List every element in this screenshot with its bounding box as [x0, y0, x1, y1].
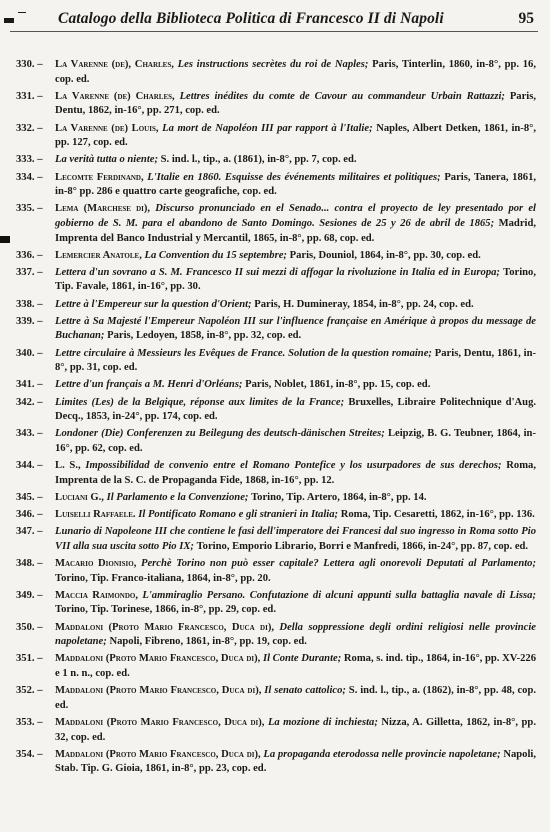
entry-publication: Leipzig, B. G. Teubner, 1864, in-16°, pp. 62, cop. ed.	[55, 428, 536, 454]
entry-title: Lettera d'un sovrano a S. M. Francesco II sui mezzi di affogar la rivoluzione in Italia ed in Europa;	[55, 266, 500, 278]
entry-author: Maddaloni (Proto Mario Francesco, Duca di),	[55, 717, 265, 728]
entry-title: Il Pontificato Romano e gli stranieri in Italia;	[138, 509, 339, 521]
entry-title: Impossibilidad de convenio entre el Romano Pontefice y los usurpadores de sus derechos;	[85, 460, 502, 472]
entry-author: La Varenne (de) Louis,	[55, 122, 159, 134]
entry-number: 354. –	[16, 748, 43, 760]
entry-publication: Paris, Tanera, 1861, in-8° pp. 286 e quattro carte geografiche, cop. ed.	[55, 171, 537, 198]
entry-author: Luiselli Raffaele.	[55, 509, 136, 521]
entry-number: 353. –	[16, 717, 43, 728]
entry-publication: Naples, Albert Detken, 1861, in-8°, pp. 127, cop. ed.	[55, 122, 537, 149]
entry-publication: Torino, Emporio Librario, Borri e Manfredi, 1866, in-24°, pp. 87, cop. ed.	[196, 540, 529, 552]
corner-rule	[18, 12, 26, 13]
entry-number: 343. –	[16, 428, 43, 440]
entry-title: La verità tutta o niente;	[55, 154, 158, 166]
entry-author: L. S.,	[55, 460, 81, 472]
entry-number: 348. –	[16, 558, 43, 570]
page-header	[0, 6, 550, 36]
entry-title: L'ammiraglio Persano. Confutazione di alcuni appunti sulla battaglia navale di Lissa;	[142, 589, 536, 601]
catalogue-entry	[16, 298, 536, 313]
entry-title: Londoner (Die) Conferenzen zu Beilegung des deutsch-dänischen Streites;	[55, 428, 385, 440]
catalogue-entry	[16, 249, 536, 264]
catalogue-entries	[16, 58, 536, 780]
entry-publication: Paris, Dentu, 1862, in-16°, pp. 271, cop. ed.	[55, 90, 536, 117]
entry-author: Lema (Marchese di),	[55, 203, 151, 215]
entry-number: 350. –	[16, 621, 43, 633]
corner-mark	[4, 18, 14, 23]
entry-author: La Varenne (de) Charles,	[55, 90, 175, 102]
entry-number: 351. –	[16, 653, 43, 665]
catalogue-entry	[16, 525, 536, 554]
entry-number: 332. –	[16, 122, 43, 134]
entry-publication: S. ind. l., tip., a. (1862), in-8°, pp. 48, cop. ed.	[55, 685, 537, 711]
catalogue-entry	[16, 748, 536, 777]
entry-number: 336. –	[16, 249, 43, 261]
entry-title: Lunario di Napoleone III che contiene le fasi dell'imperatore dei Francesi dal suo ingresso in Roma sotto Pio VII alla sua uscita sotto Pio IX;	[55, 526, 536, 552]
entry-title: La mort de Napoléon III par rapport à l'Italie;	[162, 122, 373, 134]
catalogue-entry	[16, 58, 536, 87]
entry-publication: Paris, Tinterlin, 1860, in-8°, pp. 16, cop. ed.	[55, 59, 536, 85]
entry-publication: Roma, Tip. Cesaretti, 1862, in-16°, pp. 136.	[340, 509, 535, 521]
running-title: Catalogo della Biblioteca Politica di Francesco II di Napoli	[58, 10, 444, 27]
entry-number: 337. –	[16, 266, 43, 278]
entry-publication: Torino, Tip. Franco-italiana, 1864, in-8°, pp. 20.	[55, 572, 271, 584]
entry-publication: Nizza, A. Gilletta, 1862, in-8°, pp. 32, cop. ed.	[55, 717, 536, 743]
entry-publication: Bruxelles, Libraire Politechnique d'Aug. Decq., 1853, in-24°, pp. 174, cop. ed.	[55, 396, 537, 423]
entry-number: 347. –	[16, 526, 43, 538]
entry-number: 330. –	[16, 59, 43, 70]
catalogue-entry	[16, 684, 536, 713]
entry-author: Maddaloni (Proto Mario Francesco, Duca di),	[55, 653, 261, 665]
catalogue-entry	[16, 378, 536, 393]
entry-title: Della soppressione degli ordini religiosi nelle provincie napoletane;	[55, 621, 537, 648]
catalogue-entry	[16, 589, 536, 618]
page-number: 95	[518, 10, 534, 27]
catalogue-entry	[16, 315, 536, 344]
entry-title: Limites (Les) de la Belgique, réponse aux limites de la France;	[55, 396, 345, 408]
entry-number: 340. –	[16, 347, 43, 359]
entry-author: Maddaloni (Proto Mario Francesco, Duca di),	[55, 621, 275, 633]
catalogue-entry	[16, 90, 536, 119]
catalogue-entry	[16, 266, 536, 295]
catalogue-entry	[16, 153, 536, 168]
entry-author: Luciani G.,	[55, 491, 104, 503]
entry-number: 344. –	[16, 460, 43, 472]
entry-number: 341. –	[16, 379, 43, 391]
entry-publication: Paris, Ledoyen, 1858, in-8°, pp. 32, cop. ed.	[107, 330, 302, 342]
entry-publication: Paris, Noblet, 1861, in-8°, pp. 15, cop. ed.	[245, 379, 431, 391]
catalogue-entry	[16, 508, 536, 523]
entry-publication: Torino, Tip. Favale, 1861, in-16°, pp. 30.	[55, 266, 536, 293]
entry-publication: Torino, Tip. Artero, 1864, in-8°, pp. 14.	[251, 491, 427, 503]
entry-publication: Paris, Douniol, 1864, in-8°, pp. 30, cop. ed.	[289, 249, 481, 261]
entry-publication: S. ind. l., tip., a. (1861), in-8°, pp. 7, cop. ed.	[160, 154, 357, 166]
entry-publication: Napoli, Stab. Tip. G. Gioia, 1861, in-8°, pp. 23, cop. ed.	[55, 748, 536, 775]
catalogue-entry	[16, 171, 536, 200]
entry-title: Les instructions secrètes du roi de Naples;	[177, 59, 369, 70]
entry-title: Lettre d'un français a M. Henri d'Orléans;	[55, 379, 243, 391]
catalogue-entry	[16, 652, 536, 681]
entry-number: 349. –	[16, 589, 43, 601]
entry-author: Lecomte Ferdinand,	[55, 171, 144, 183]
entry-publication: Torino, Tip. Torinese, 1866, in-8°, pp. 29, cop. ed.	[55, 604, 276, 616]
entry-title: Lettre à l'Empereur sur la question d'Orient;	[55, 298, 252, 310]
margin-mark	[0, 236, 10, 243]
catalogue-entry	[16, 347, 536, 376]
entry-title: Lettre circulaire à Messieurs les Evêques de France. Solution de la question romaine;	[55, 347, 432, 359]
entry-number: 338. –	[16, 298, 43, 310]
catalogue-entry	[16, 427, 536, 456]
entry-author: Maddaloni (Proto Mario Francesco, Duca di),	[55, 685, 262, 697]
entry-title: L'Italie en 1860. Esquisse des événements militaires et politiques;	[147, 171, 441, 183]
entry-number: 331. –	[16, 90, 43, 102]
entry-title: Il Conte Durante;	[262, 653, 342, 665]
entry-number: 339. –	[16, 315, 43, 327]
entry-number: 352. –	[16, 685, 43, 697]
entry-publication: Paris, H. Dumineray, 1854, in-8°, pp. 24, cop. ed.	[254, 298, 474, 310]
entry-title: Discurso pronunciado en el Senado... contra el proyecto de ley presentado por el gobierno de S. M. para el abandono de Santo Domingo. Sesiones de 25 y 26 de abril de 1865;	[55, 203, 536, 229]
entry-title: Lettres inédites du comte de Cavour au commandeur Urbain Rattazzi;	[179, 90, 505, 102]
entry-author: La Varenne (de), Charles,	[55, 59, 174, 70]
catalogue-entry	[16, 491, 536, 506]
entry-title: Il Parlamento e la Convenzione;	[106, 491, 249, 503]
entry-author: Maddaloni (Proto Mario Francesco, Duca di),	[55, 748, 261, 760]
entry-title: La propaganda eterodossa nelle provincie napoletane;	[263, 748, 501, 760]
catalogue-entry	[16, 621, 536, 650]
entry-title: La mozione di inchiesta;	[267, 717, 378, 728]
entry-number: 342. –	[16, 396, 43, 408]
entry-number: 335. –	[16, 203, 43, 215]
catalogue-entry	[16, 122, 536, 151]
catalogue-entry	[16, 557, 536, 586]
header-rule	[10, 31, 538, 32]
entry-number: 333. –	[16, 154, 43, 166]
entry-number: 334. –	[16, 171, 43, 183]
entry-publication: Roma, Imprenta de la S. C. de Propaganda Fide, 1868, in-16°, pp. 12.	[55, 460, 536, 486]
entry-author: Lemercier Anatole,	[55, 249, 142, 261]
entry-publication: Paris, Dentu, 1861, in-8°, pp. 31, cop. ed.	[55, 347, 537, 374]
catalogue-entry	[16, 716, 536, 745]
catalogue-entry	[16, 396, 536, 425]
entry-title: La Convention du 15 septembre;	[144, 249, 287, 261]
entry-title: Il senato cattolico;	[264, 685, 346, 697]
entry-publication: Napoli, Fibreno, 1861, in-8°, pp. 19, cop. ed.	[109, 636, 307, 648]
entry-number: 346. –	[16, 509, 43, 521]
entry-publication: Roma, s. ind. tip., 1864, in-16°, pp. XV-226 e 1 n. n., cop. ed.	[55, 653, 537, 680]
entry-author: Maccia Raimondo,	[55, 589, 138, 601]
entry-author: Macario Dionisio,	[55, 558, 137, 570]
entry-publication: Madrid, Imprenta del Banco Industrial y Mercantil, 1865, in-8°, pp. 68, cop. ed.	[55, 217, 536, 244]
entry-title: Lettre à Sa Majesté l'Empereur Napoléon III sur l'influence française en Amérique à propos du message de Buchanan;	[55, 315, 536, 342]
entry-number: 345. –	[16, 491, 43, 503]
entry-title: Perchè Torino non può esser capitale? Lettera agli onorevoli Deputati al Parlamento;	[141, 558, 536, 570]
catalogue-entry	[16, 202, 536, 246]
catalogue-entry	[16, 459, 536, 488]
